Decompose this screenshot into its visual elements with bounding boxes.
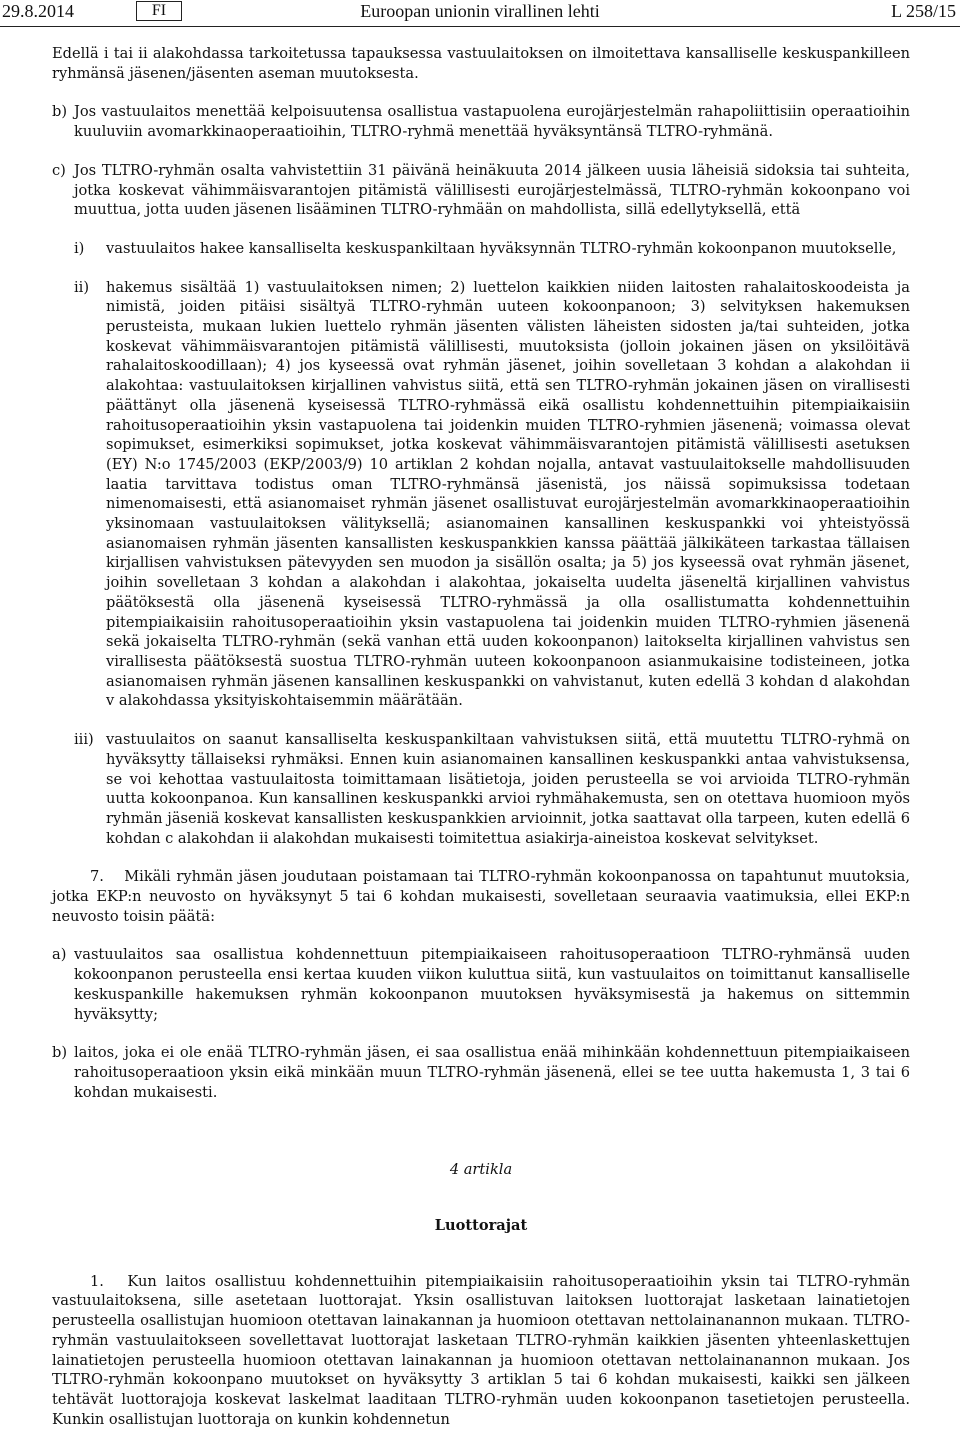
point-c-ii-label: ii) — [74, 278, 90, 296]
point-7a-label: a) — [52, 946, 67, 964]
point-c-i-text: vastuulaitos hakee kansalliselta keskuspankiltaan hyväksynnän TLTRO-ryhmän kokoonpanon muutokselle, — [106, 239, 897, 257]
point-b-text: Jos vastuulaitos menettää kelpoisuutensa osallistua vastapuolena eurojärjestelmän rahapoliittisiin operaatioihin kuuluviin avomarkkinaoperaatioihin, TLTRO-ryhmä menettää hyväksyntänsä TLTRO-ryhmänä. — [74, 103, 910, 141]
point-b — [52, 102, 910, 141]
document-body — [52, 44, 910, 1429]
point-c-text: Jos TLTRO-ryhmän osalta vahvistettiin 31 päivänä heinäkuuta 2014 jälkeen uusia läheisiä sidoksia tai suhteita, jotka koskevat vähimmäisvarantojen pitämistä välillisesti eurojärjestelmässä, TLTRO-ryhmän kokoonpano voi muuttua, jotta uuden jäsenen lisääminen TLTRO-ryhmään on mahdollista, sillä edellytyksellä, että — [74, 161, 910, 219]
point-b-label: b) — [52, 103, 68, 121]
point-7a — [52, 945, 910, 1024]
point-c-i-label: i) — [74, 239, 85, 257]
point-c-iii — [52, 730, 910, 848]
point-7a-text: vastuulaitos saa osallistua kohdennettuun pitempiaikaiseen rahoitusoperaatioon TLTRO-ryhmänsä uuden kokoonpanon perusteella ensi kertaa kuuden viikon kuluttua siitä, kun vastuulaitos on toimittanut kansalliselle keskuspankille hakemuksen ryhmän kokoonpanon muutoksen hyväksymisestä ja hakemus on sittemmin hyväksytty; — [74, 946, 910, 1023]
point-c-iii-text: vastuulaitos on saanut kansalliselta keskuspankiltaan vahvistuksen siitä, että muutettu TLTRO-ryhmä on hyväksytty tällaiseksi ryhmäksi. Ennen kuin asianomainen kansallinen keskuspankki antaa vahvistuksensa, se voi kehottaa vastuulaitosta toimittamaan lisätietoja, joiden perusteella se voi arvioida TLTRO-ryhmän uutta kokoonpanoa. Kun kansallinen keskuspankki arvioi ryhmähakemusta, sen on otettava huomioon myös ryhmän jäseniä koskevat kansallisten keskuspankkien arvioinnit, jotka saattavat olla tarpeen, kuten edellä 6 kohdan c alakohdan ii alakohdan mukaisesti toimitettua asiakirja-aineistoa koskevat selvitykset. — [106, 731, 910, 847]
article-4-paragraph-1: 1. Kun laitos osallistuu kohdennettuihin pitempiaikaisiin rahoitusoperaatioihin yksin tai TLTRO-ryhmän vastuulaitoksena, sille asetetaan luottorajat. Yksin osallistuvan laitoksen luottorajat lasketaan lainatietojen perusteella osallistujan huomioon otettavan lainakannan ja huomioon otettavan nettolainanannon mukaan. TLTRO-ryhmän vastuulaitokseen sovellettavat luottorajat lasketaan TLTRO-ryhmän kaikkien jäsenten yhteenlaskettujen lainatietojen perusteella huomioon otettavan lainakannan ja huomioon otettavan nettolainanannon mukaan. Jos TLTRO-ryhmän kokoonpano muutokset on hyväksytty 3 artiklan 5 tai 6 kohdan mukaisesti, kaikki sen jälkeen tehtävät luottorajoja koskevat laskelmat laaditaan TLTRO-ryhmän uuden kokoonpanon tasetietojen perusteella. Kunkin osallistujan luottoraja on kunkin kohdennetun — [52, 1272, 910, 1428]
point-7b — [52, 1043, 910, 1102]
point-c-i — [52, 239, 910, 259]
article-title: Luottorajat — [434, 1217, 528, 1235]
point-c-label: c) — [52, 161, 66, 179]
paragraph-7: 7. Mikäli ryhmän jäsen joudutaan poistamaan tai TLTRO-ryhmän kokoonpanossa on tapahtunut muutoksia, jotka EKP:n neuvosto on hyväksynyt 5 tai 6 kohdan mukaisesti, sovelletaan seuraavia vaatimuksia, ellei EKP:n neuvosto toisin päätä: — [52, 868, 910, 925]
page-header — [0, 0, 960, 24]
language-badge: FI — [136, 1, 182, 21]
article-number: 4 artikla — [449, 1161, 513, 1179]
point-7b-text: laitos, joka ei ole enää TLTRO-ryhmän jäsen, ei saa osallistua enää mihinkään kohdennettuun pitempiaikaiseen rahoitusoperaatioon yksin eikä minkään muun TLTRO-ryhmän jäsenenä, ellei se tee uutta hakemusta 1, 3 tai 6 kohdan mukaisesti. — [74, 1044, 910, 1101]
page-number: L 258/15 — [891, 1, 956, 21]
point-c — [52, 161, 910, 220]
header-rule — [0, 26, 960, 27]
journal-title: Euroopan unionin virallinen lehti — [360, 1, 600, 21]
point-c-ii-text: hakemus sisältää 1) vastuulaitoksen nimen; 2) luettelon kaikkien niiden laitosten rahalaitoskoodeista ja nimistä, joiden pitäisi sisältyä TLTRO-ryhmän uuteen kokoonpanoon; 3) selvityksen hakemuksen perusteista, mukaan lukien luettelo ryhmän jäsenten välisten läheisten sidosten ja/tai suhteiden, jotka koskevat vähimmäisvarantojen pitämistä välillisesti, muutoksista (jolloin jokainen jäsen on yksilöitävä rahalaitoskoodillaan); 4) jos kyseessä ovat ryhmän jäsenet, joihin sovelletaan 3 kohdan a alakohdan ii alakohtaa: vastuulaitoksen kirjallinen vahvistus siitä, että sen TLTRO-ryhmän jokainen jäsen on virallisesti päättänyt olla jäsenenä kyseisessä TLTRO-ryhmässä eikä osallistu kohdennettuihin pitempiaikaisiin rahoitusoperaatioihin yksin vastapuolena tai joidenkin muiden TLTRO-ryhmien jäsenenä; voimassa olevat sopimukset, esimerkiksi sopimukset, jotka koskevat vähimmäisvarantojen pitämistä välillisesti asetuksen (EY) N:o 1745/2003 (EKP/2003/9) 10 artiklan 2 kohdan nojalla, antavat vastuulaitokselle mahdollisuuden laatia tarvittava todistus oman TLTRO-ryhmänsä jäsenistä, jos näissä sopimuksissa todetaan nimenomaisesti, että asianomaiset ryhmän jäsenet osallistuvat eurojärjestelmän avomarkkinaoperaatioihin yksinomaan vastuulaitoksen välityksellä; asianomainen kansallinen keskuspankki voi yhteistyössä asianomaisen ryhmän jäsenten kansallisten keskuspankkien kanssa päättää jälkikäteen tarkastaa tällaisen kirjallisen vahvistuksen pätevyyden sen muodon ja sisällön osalta; ja 5) jos kyseessä ovat ryhmän jäsenet, joihin sovelletaan 3 kohdan a alakohdan i alakohtaa, jokaiselta uudelta jäseneltä kirjallinen vahvistus päätöksestä olla jäsenenä kyseisessä TLTRO-ryhmässä ja olla osallistumatta kohdennettuihin pitempiaikaisiin rahoitusoperaatioihin yksin vastapuolena tai joidenkin muiden TLTRO-ryhmien jäsenenä sekä jokaiselta TLTRO-ryhmän (sekä vanhan että uuden kokoonpanon) laitokselta kirjallinen vahvistus sen virallisesta päätöksestä suostua TLTRO-ryhmän uuteen kokoonpanoon asianmukaisine todisteineen, jotka asianomaisen ryhmän jäsenen kansallinen keskuspankki on vahvistanut, kuten edellä 3 kohdan d alakohdan v alakohdassa yksityiskohtaisemmin määrätään. — [106, 278, 910, 710]
intro-paragraph: Edellä i tai ii alakohdassa tarkoitetussa tapauksessa vastuulaitoksen on ilmoitettava kansalliselle keskuspankilleen ryhmänsä jäsenen/jäsenten aseman muutoksesta. — [52, 45, 910, 82]
point-7b-label: b) — [52, 1044, 68, 1062]
publication-date: 29.8.2014 — [2, 1, 74, 21]
point-c-iii-label: iii) — [74, 731, 94, 749]
point-c-ii — [52, 278, 910, 711]
